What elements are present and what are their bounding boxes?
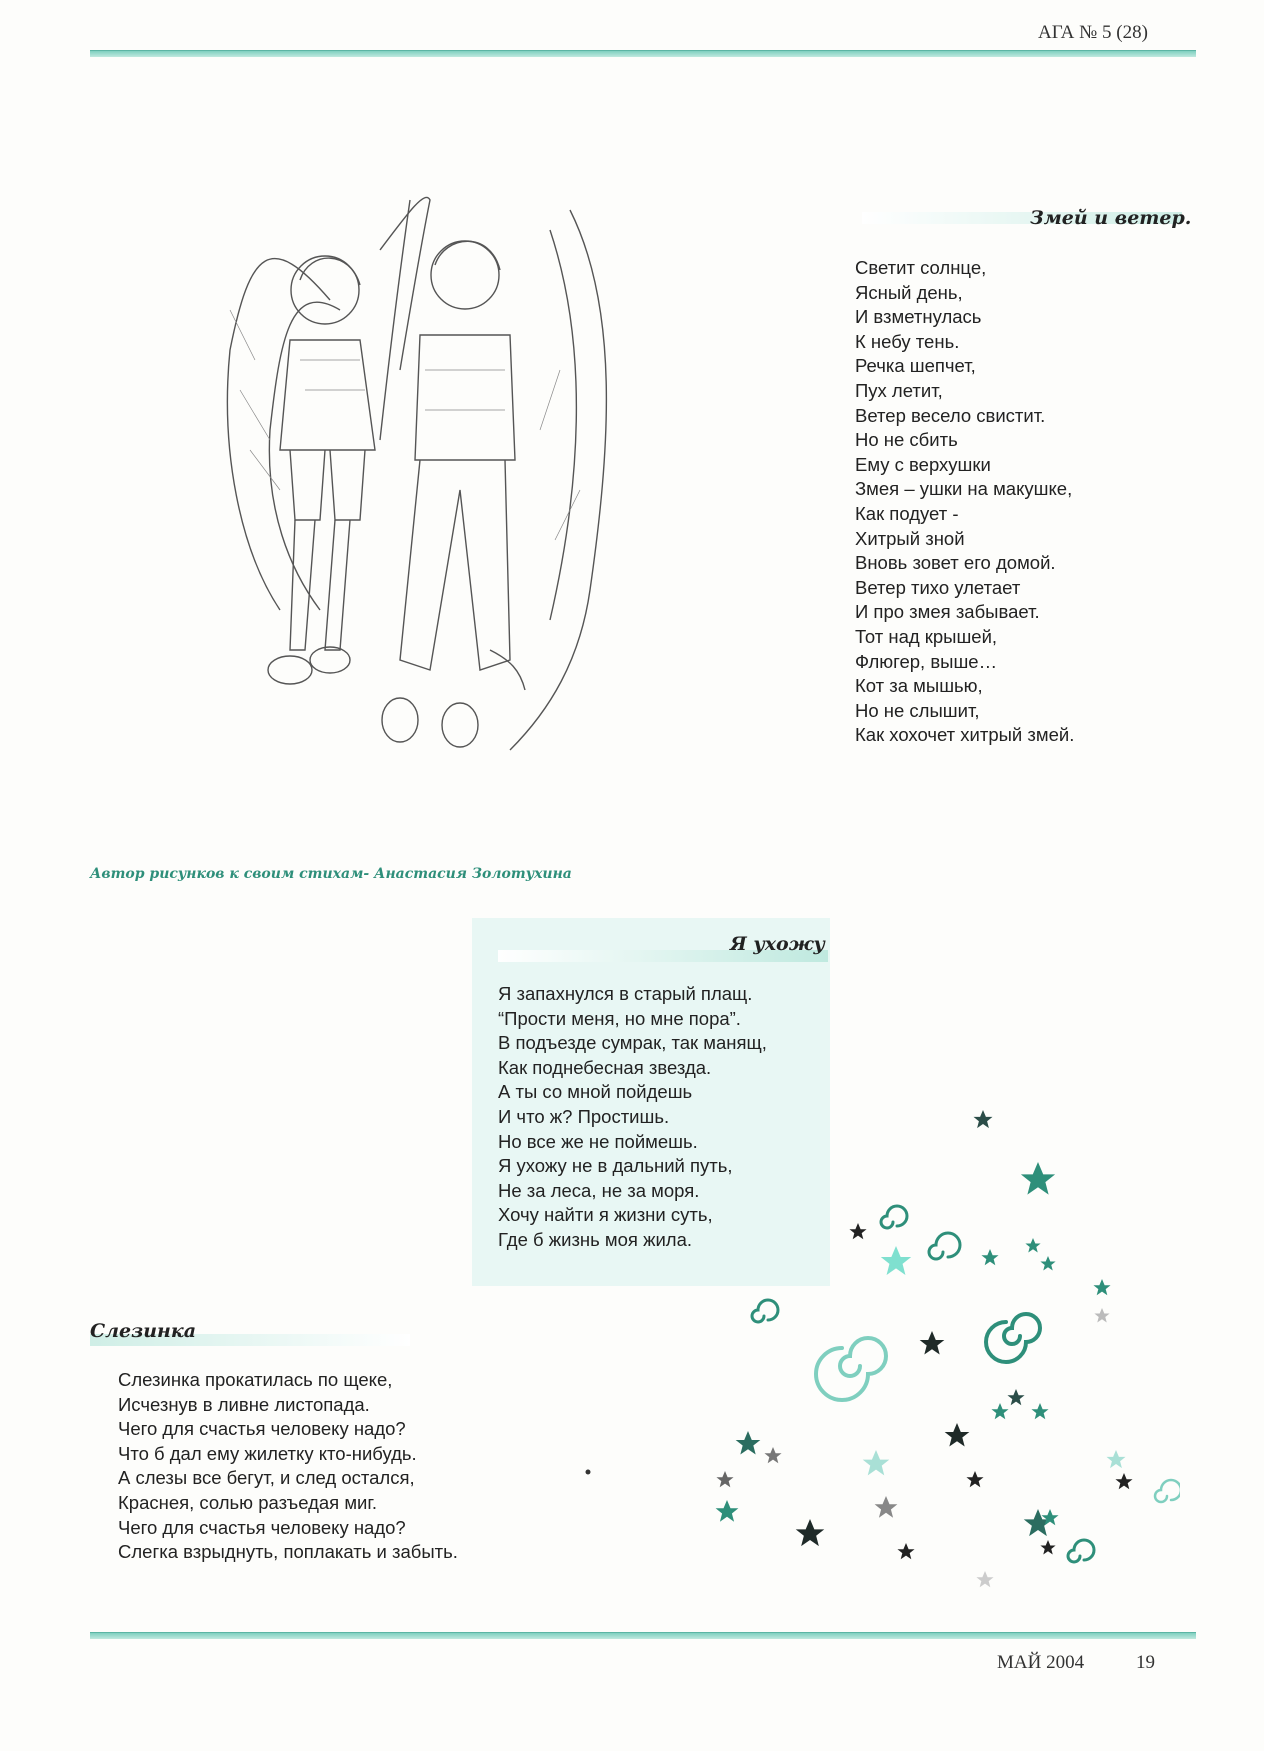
stars-decoration — [580, 1090, 1180, 1610]
poem-line: И взметнулась — [855, 306, 982, 328]
poem-line: А слезы все бегут, и след остался, — [118, 1467, 415, 1489]
poem-line: Слезинка прокатилась по щеке, — [118, 1369, 393, 1390]
poem-line: Но все же не поймешь. — [498, 1130, 698, 1152]
illustration-caption: Автор рисунков к своим стихам- Анастасия Золотухина — [90, 866, 572, 882]
poem-line: Как хохочет хитрый змей. — [855, 724, 1075, 746]
poem-line: Ветер весело свистит. — [855, 404, 1046, 426]
poem-line: Краснея, солью разъедая миг. — [118, 1491, 378, 1513]
poem-line: Как поднебесная звезда. — [498, 1056, 712, 1078]
poem-line: “Прости меня, но мне пора”. — [498, 1007, 741, 1029]
poem-line: Пух летит, — [855, 379, 943, 401]
poem-line: Хитрый зной — [855, 527, 965, 549]
poem-line: Я запахнулся в старый плащ. — [498, 983, 753, 1004]
poem-line: И что ж? Простишь. — [498, 1105, 670, 1127]
poem3-text — [118, 1368, 458, 1565]
illustration — [210, 190, 630, 850]
poem-line: Флюгер, выше… — [855, 650, 998, 672]
poem-line: Чего для счастья человеку надо? — [118, 1516, 406, 1538]
poem-line: Но не слышит, — [855, 699, 980, 721]
poem-line: Кот за мышью, — [855, 675, 983, 697]
poem-line: Хочу найти я жизни суть, — [498, 1204, 713, 1226]
poem-line: Где б жизнь моя жила. — [498, 1228, 693, 1250]
poem-line: Чего для счастья человеку надо? — [118, 1418, 406, 1440]
poem-line: Что б дал ему жилетку кто-нибудь. — [118, 1442, 417, 1464]
poem-line: К небу тень. — [855, 330, 960, 352]
page-number: 19 — [1136, 1652, 1155, 1673]
poem3-title: Слезинка — [90, 1320, 197, 1342]
poem1-title: Змей и ветер. — [1030, 207, 1192, 229]
spiral-icon — [752, 1206, 1180, 1562]
poem-line: Тот над крышей, — [855, 625, 998, 647]
poem1-text — [855, 256, 1074, 748]
poem-line: Ясный день, — [855, 281, 963, 303]
poem-line: Речка шепчет, — [855, 355, 976, 377]
poem-line: Ветер тихо улетает — [855, 576, 1021, 598]
top-rule — [90, 50, 1196, 57]
issue-number: АГА № 5 (28) — [1038, 22, 1148, 43]
issue-date: МАЙ 2004 — [997, 1652, 1085, 1673]
poem-line: Но не сбить — [855, 429, 958, 451]
poem-line: Исчезнув в ливне листопада. — [118, 1393, 370, 1415]
poem-line: Как подует - — [855, 502, 959, 524]
poem-line: А ты со мной пойдешь — [498, 1081, 693, 1103]
poem-line: И про змея забывает. — [855, 601, 1040, 623]
poem-line: Вновь зовет его домой. — [855, 552, 1056, 574]
poem-line: Светит солнце, — [855, 257, 987, 278]
poem-line: Я ухожу не в дальний путь, — [498, 1155, 733, 1177]
poem-line: Не за леса, не за моря. — [498, 1179, 700, 1201]
poem-line: Слегка взрыднуть, поплакать и забыть. — [118, 1541, 458, 1563]
bottom-rule — [90, 1632, 1196, 1639]
poem2-title: Я ухожу — [730, 933, 825, 955]
poem-line: Ему с верхушки — [855, 453, 991, 475]
poem-line: В подъезде сумрак, так манящ, — [498, 1032, 767, 1054]
poem-line: Змея – ушки на макушке, — [855, 478, 1073, 500]
star-icon — [716, 1110, 1133, 1587]
